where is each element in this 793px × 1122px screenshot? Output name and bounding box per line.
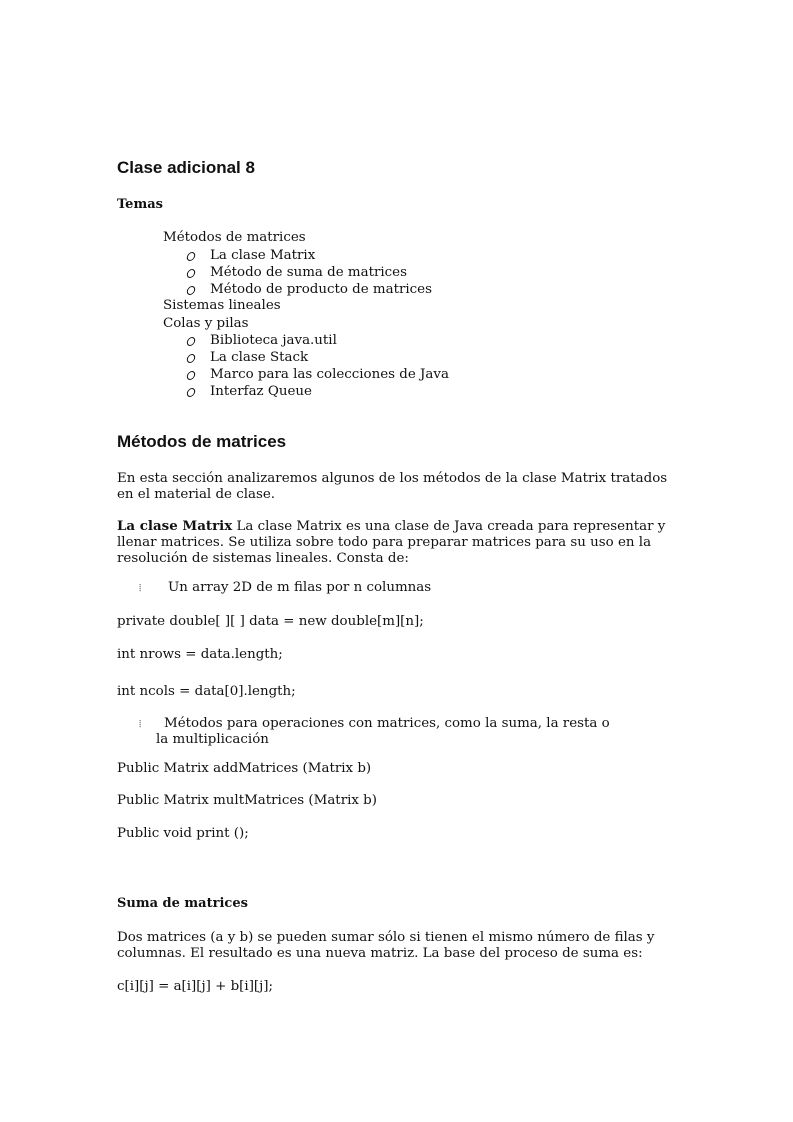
clase-matrix-text: La clase Matrix es una clase de Java creada para representar y llenar matrices. Se utiliza sobre todo para preparar matrices para su uso en la resolución de sistemas lineales. Consta de: [117, 519, 666, 566]
toc-item-sistemas: Sistemas lineales [163, 298, 281, 313]
suma-paragraph: Dos matrices (a y b) se pueden sumar sólo si tienen el mismo número de filas y columnas. El resultado es una nueva matriz. La base del proceso de suma es: [117, 930, 655, 961]
toc-item-metodos: Métodos de matrices [163, 230, 306, 245]
code-line: Public void print (); [117, 826, 249, 841]
circle-bullet-icon [186, 371, 196, 380]
circle-bullet-icon [186, 337, 196, 346]
bullet-tick-icon: ⦙ [139, 719, 142, 730]
circle-bullet-icon [186, 354, 196, 363]
circle-bullet-icon [186, 388, 196, 397]
circle-bullet-icon [186, 252, 196, 261]
page-title: Clase adicional 8 [117, 158, 255, 177]
temas-label: Temas [117, 197, 163, 212]
circle-bullet-icon [186, 286, 196, 295]
clase-matrix-paragraph [117, 518, 677, 567]
bullet-item: ⦙ Métodos para operaciones con matrices, como la suma, la resta o la multiplicación [139, 716, 610, 747]
circle-bullet-icon [186, 269, 196, 278]
bullet-tick-icon: ⦙ [139, 583, 142, 594]
section-heading-suma: Suma de matrices [117, 896, 248, 911]
section-heading-metodos: Métodos de matrices [117, 432, 287, 451]
code-line: int ncols = data[0].length; [117, 684, 296, 699]
clase-matrix-label: La clase Matrix [117, 518, 233, 534]
intro-paragraph: En esta sección analizaremos algunos de los métodos de la clase Matrix tratados en el material de clase. [117, 471, 668, 502]
code-line: Public Matrix addMatrices (Matrix b) [117, 761, 372, 776]
toc-item-colas: Colas y pilas [163, 316, 249, 331]
code-line: int nrows = data.length; [117, 647, 283, 662]
code-line: c[i][j] = a[i][j] + b[i][j]; [117, 979, 274, 994]
code-line: private double[ ][ ] data = new double[m][n]; [117, 614, 424, 629]
code-line: Public Matrix multMatrices (Matrix b) [117, 793, 377, 808]
